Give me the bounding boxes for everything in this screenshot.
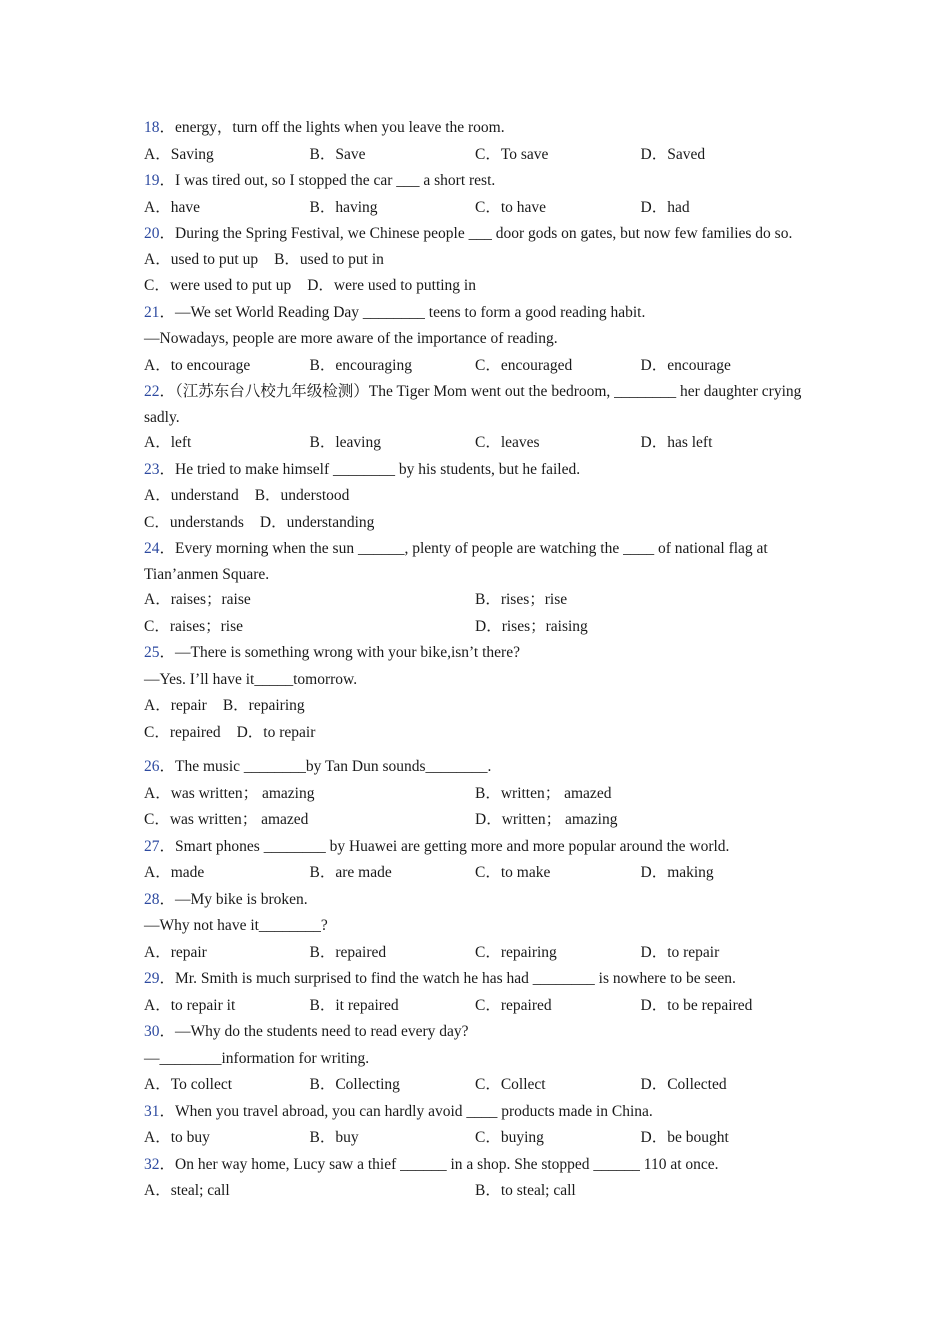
option-a: A．raises；raise <box>144 591 251 608</box>
option-b: B．Collecting <box>309 1076 400 1093</box>
option-a: A．understand <box>144 487 239 504</box>
question-number: 25 <box>144 644 160 661</box>
question-text: I was tired out, so I stopped the car ___ a short rest. <box>175 172 496 189</box>
option-d: D．to repair <box>640 943 720 961</box>
question-stem: 29．Mr. Smith is much surprised to find the watch he has had ________ is nowhere to be seen. <box>144 970 736 987</box>
option-c: C．was written； amazed <box>144 811 309 828</box>
question-number: 31 <box>144 1102 160 1120</box>
options-row <box>144 1178 809 1205</box>
question-stem: 30．—Why do the students need to read every day? <box>144 1023 469 1040</box>
option-a: A．to encourage <box>144 356 251 374</box>
question-number: 27 <box>144 837 160 855</box>
option-d: D．to be repaired <box>640 996 753 1014</box>
option-c: C．Collect <box>475 1076 546 1093</box>
option-d: D．rises；raising <box>475 617 588 635</box>
option-a: A．To collect <box>144 1076 233 1093</box>
question-text: Smart phones ________ by Huawei are getting more and more popular around the world. <box>175 837 730 855</box>
question-number: 24 <box>144 540 160 557</box>
question-dialogue-line: —________information for writing. <box>144 1049 370 1067</box>
options-row <box>144 483 809 510</box>
question-number: 29 <box>144 970 160 987</box>
option-a: A．made <box>144 864 205 881</box>
option-c: C．understands <box>144 513 244 531</box>
question-stem: 31．When you travel abroad, you can hardly avoid ____ products made in China. <box>144 1102 653 1120</box>
option-c: C．encouraged <box>475 356 573 374</box>
question-stem: 21．—We set World Reading Day ________ teens to form a good reading habit. <box>144 303 646 321</box>
options-row <box>144 273 809 300</box>
question-stem: 26．The music ________by Tan Dun sounds________. <box>144 758 492 775</box>
question-text: Every morning when the sun ______, plenty of people are watching the ____ of national flag at Tian’anmen Square. <box>144 540 768 583</box>
options-row <box>144 247 809 274</box>
option-b: B．encouraging <box>309 356 412 374</box>
option-b: B．understood <box>254 487 350 504</box>
question-stem: 23．He tried to make himself ________ by his students, but he failed. <box>144 460 581 478</box>
option-a: A．left <box>144 434 192 451</box>
option-a: A．have <box>144 198 200 216</box>
question-text: —Why do the students need to read every day? <box>175 1023 469 1040</box>
option-d: D．written； amazing <box>475 811 618 828</box>
option-d: D．encourage <box>640 356 731 374</box>
question-number: 20 <box>144 225 160 242</box>
option-b: B．written； amazed <box>475 784 612 802</box>
option-d: D．Saved <box>640 145 706 163</box>
spacer <box>144 746 809 754</box>
question-stem: 28．—My bike is broken. <box>144 890 308 908</box>
option-b: B．it repaired <box>309 996 399 1014</box>
question-stem: 25．—There is something wrong with your bike,isn’t there? <box>144 644 520 661</box>
option-a: A．was written； amazing <box>144 784 315 802</box>
option-b: B．leaving <box>309 434 381 451</box>
option-c: C．buying <box>475 1129 544 1146</box>
option-d: D．be bought <box>640 1129 729 1146</box>
question-dialogue-line: —Why not have it________? <box>144 917 328 934</box>
option-c: C．repaired <box>144 723 221 741</box>
options-row <box>144 587 809 614</box>
option-a: A．repair <box>144 943 207 961</box>
option-a: A．steal; call <box>144 1182 230 1199</box>
option-d: D．understanding <box>259 513 375 531</box>
options-row <box>144 720 809 747</box>
question-stem: 24．Every morning when the sun ______, plenty of people are watching the ____ of national flag at Tian’anmen Square. <box>144 540 768 583</box>
options-row <box>144 860 809 887</box>
question-number: 32 <box>144 1155 160 1173</box>
option-a: A．Saving <box>144 145 214 163</box>
options-row <box>144 353 809 380</box>
question-text: On her way home, Lucy saw a thief ______ in a shop. She stopped ______ 110 at once. <box>175 1155 719 1173</box>
options-row <box>144 510 809 537</box>
question-text: He tried to make himself ________ by his students, but he failed. <box>175 460 581 478</box>
question-dialogue-line: —Yes. I’ll have it_____tomorrow. <box>144 670 358 688</box>
question-number: 30 <box>144 1023 160 1040</box>
question-text: During the Spring Festival, we Chinese people ___ door gods on gates, but now few families do so. <box>175 225 793 242</box>
question-stem: 32．On her way home, Lucy saw a thief ______ in a shop. She stopped ______ 110 at once. <box>144 1155 719 1173</box>
option-b: B．are made <box>309 864 392 881</box>
option-c: C．repaired <box>475 996 552 1014</box>
options-row <box>144 430 809 457</box>
option-b: B．used to put in <box>274 250 384 268</box>
options-row <box>144 940 809 967</box>
option-b: B．repaired <box>309 943 387 961</box>
option-b: B．Save <box>309 145 366 163</box>
option-c: C．repairing <box>475 943 557 961</box>
question-stem: 20．During the Spring Festival, we Chinese people ___ door gods on gates, but now few families do so. <box>144 225 793 242</box>
question-number: 19 <box>144 172 160 189</box>
question-number: 26 <box>144 758 160 775</box>
option-b: B．having <box>309 198 378 216</box>
question-number: 28 <box>144 890 160 908</box>
options-row <box>144 807 809 834</box>
option-d: D．had <box>640 198 690 216</box>
option-d: D．has left <box>640 434 713 451</box>
question-text: —We set World Reading Day ________ teens to form a good reading habit. <box>175 303 646 321</box>
option-a: A．repair <box>144 697 207 714</box>
options-row <box>144 1125 809 1152</box>
question-dialogue-line: —Nowadays, people are more aware of the importance of reading. <box>144 330 558 347</box>
option-a: A．to buy <box>144 1129 210 1146</box>
option-c: C．to make <box>475 864 551 881</box>
option-c: C．To save <box>475 145 549 163</box>
options-row <box>144 693 809 720</box>
option-b: B．buy <box>309 1129 359 1146</box>
option-d: D．were used to putting in <box>307 277 476 294</box>
option-d: D．Collected <box>640 1076 727 1093</box>
options-row <box>144 993 809 1020</box>
options-row <box>144 142 809 169</box>
document-page <box>144 115 809 1205</box>
question-text: —There is something wrong with your bike,isn’t there? <box>175 644 520 661</box>
option-b: B．rises；rise <box>475 591 568 608</box>
question-text: （江苏东台八校九年级检测）The Tiger Mom went out the bedroom, ________ her daughter crying sadly. <box>144 383 802 426</box>
options-row <box>144 614 809 641</box>
question-text: energy，turn off the lights when you leave the room. <box>175 119 505 136</box>
option-c: C．to have <box>475 198 547 216</box>
option-c: C．leaves <box>475 434 540 451</box>
question-stem: 18．energy，turn off the lights when you leave the room. <box>144 119 505 136</box>
option-d: D．to repair <box>236 723 316 741</box>
option-c: C．raises；rise <box>144 617 244 635</box>
option-a: A．to repair it <box>144 996 236 1014</box>
options-row <box>144 781 809 808</box>
question-stem: 22．（江苏东台八校九年级检测）The Tiger Mom went out the bedroom, ________ her daughter crying sadly. <box>144 383 802 426</box>
option-b: B．repairing <box>222 697 305 714</box>
question-stem: 19．I was tired out, so I stopped the car ___ a short rest. <box>144 172 496 189</box>
question-text: Mr. Smith is much surprised to find the watch he has had ________ is nowhere to be seen. <box>175 970 736 987</box>
question-text: When you travel abroad, you can hardly avoid ____ products made in China. <box>175 1102 653 1120</box>
option-c: C．were used to put up <box>144 277 292 294</box>
question-text: —My bike is broken. <box>175 890 308 908</box>
question-number: 18 <box>144 119 160 136</box>
options-row <box>144 195 809 222</box>
question-number: 21 <box>144 303 160 321</box>
question-stem: 27．Smart phones ________ by Huawei are getting more and more popular around the world. <box>144 837 730 855</box>
question-number: 23 <box>144 460 160 478</box>
question-text: The music ________by Tan Dun sounds________. <box>175 758 492 775</box>
option-d: D．making <box>640 864 714 881</box>
options-row <box>144 1072 809 1099</box>
option-a: A．used to put up <box>144 250 259 268</box>
option-b: B．to steal; call <box>475 1182 576 1199</box>
question-number: 22 <box>144 383 160 400</box>
